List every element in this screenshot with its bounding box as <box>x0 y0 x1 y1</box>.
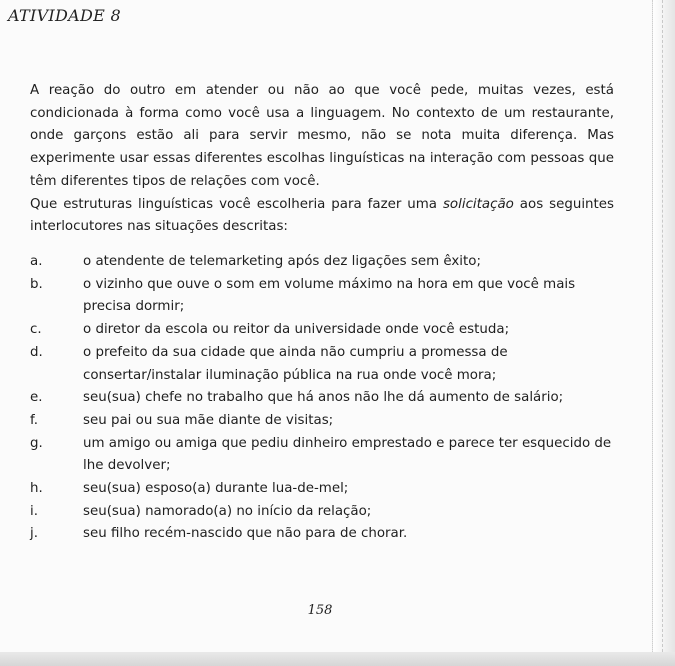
item-text: seu(sua) esposo(a) durante lua-de-mel; <box>83 481 349 497</box>
item-label: h. <box>30 481 43 497</box>
list-item <box>30 478 614 501</box>
item-label: f. <box>30 412 38 428</box>
question-emphasis: solicitação <box>442 196 514 212</box>
item-text: o vizinho que ouve o som em volume máximo na hora em que você mais precisa dormir; <box>83 276 576 315</box>
item-label: i. <box>30 503 38 519</box>
activity-title: ATIVIDADE 8 <box>8 6 122 25</box>
item-text: seu(sua) namorado(a) no início da relação; <box>83 503 372 519</box>
list-item <box>30 410 614 433</box>
list-item <box>30 342 614 387</box>
item-label: g. <box>30 435 43 451</box>
list-item <box>30 433 614 478</box>
item-label: a. <box>30 254 43 269</box>
scan-bottom-border <box>0 652 675 666</box>
situations-list <box>30 251 614 546</box>
item-label: c. <box>30 322 42 338</box>
item-text: o diretor da escola ou reitor da universidade onde você estuda; <box>83 322 510 338</box>
item-text: seu filho recém-nascido que não para de chorar. <box>83 526 408 542</box>
item-text: um amigo ou amiga que pediu dinheiro emprestado e parece ter esquecido de lhe devolver; <box>83 435 612 474</box>
item-text: seu pai ou sua mãe diante de visitas; <box>83 412 334 428</box>
item-text: seu(sua) chefe no trabalho que há anos não lhe dá aumento de salário; <box>83 390 564 406</box>
question-text-end: aos seguintes interlocutores nas situações descritas: <box>30 196 614 235</box>
page-edge-shadow <box>652 0 675 652</box>
list-item <box>30 501 614 524</box>
item-label: j. <box>30 526 38 542</box>
intro-text <box>30 80 614 239</box>
item-label: e. <box>30 390 43 406</box>
question-paragraph <box>30 194 614 239</box>
list-item <box>30 251 614 274</box>
item-text: o atendente de telemarketing após dez ligações sem êxito; <box>83 254 481 269</box>
list-item <box>30 387 614 410</box>
list-item <box>30 274 614 319</box>
question-text-start: Que estruturas linguísticas você escolheria para fazer uma <box>30 196 443 212</box>
item-text: o prefeito da sua cidade que ainda não cumpriu a promessa de consertar/instalar iluminação pública na rua onde você mora; <box>83 344 508 383</box>
list-item <box>30 523 614 546</box>
list-item <box>30 319 614 342</box>
item-label: d. <box>30 344 43 360</box>
intro-paragraph: A reação do outro em atender ou não ao que você pede, muitas vezes, está condicionada à forma como você usa a linguagem. No contexto de um restaurante, onde garçons estão ali para servir mesmo, não se nota muita diferença. Mas experimente usar essas diferentes escolhas linguísticas na interação com pessoas que têm diferentes tipos de relações com você. <box>30 83 614 189</box>
item-label: b. <box>30 276 43 292</box>
page-number: 158 <box>307 603 333 618</box>
